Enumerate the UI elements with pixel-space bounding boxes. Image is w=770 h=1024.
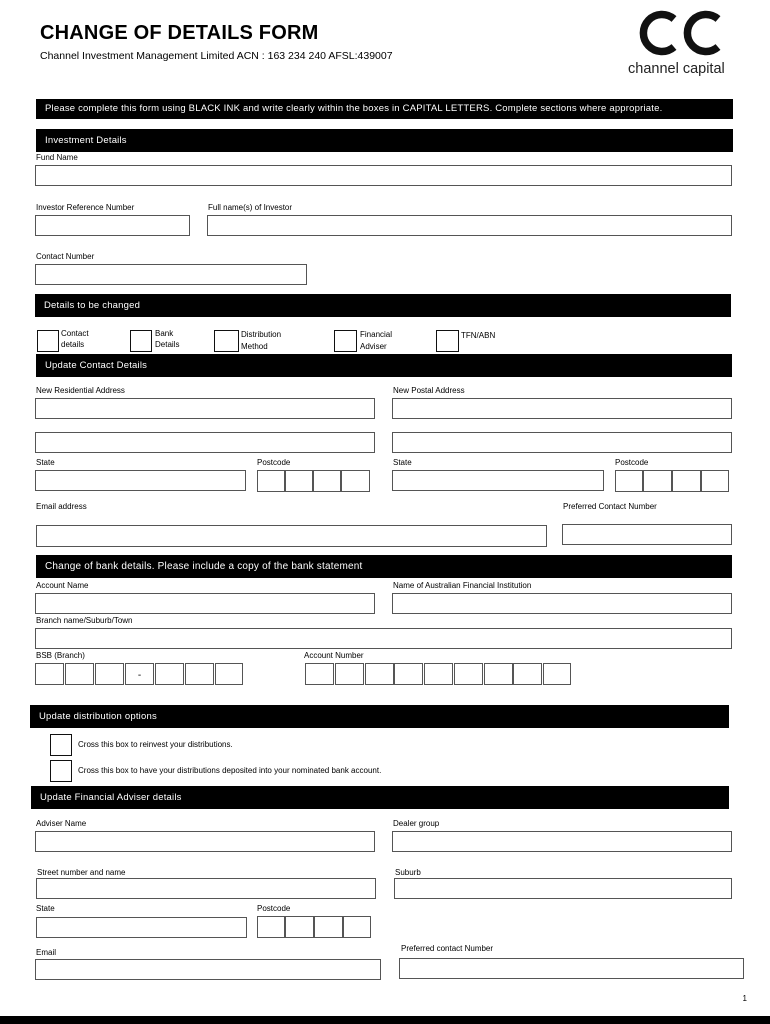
adviser-postcode-digit[interactable] [314, 916, 343, 938]
preferred-contact-field[interactable] [562, 524, 732, 545]
postal-address-label: New Postal Address [393, 386, 465, 395]
account-number-digit[interactable] [394, 663, 423, 685]
account-name-label: Account Name [36, 581, 89, 590]
bsb-label: BSB (Branch) [36, 651, 85, 660]
residential-postcode-digit[interactable] [313, 470, 341, 492]
financial-adviser-option-label: Financial Adviser [360, 330, 393, 351]
bank-details-option-label: Bank Details [155, 329, 180, 349]
full-names-field[interactable] [207, 215, 732, 236]
investor-ref-label: Investor Reference Number [36, 203, 135, 212]
postal-postcode-label: Postcode [615, 458, 649, 467]
institution-field[interactable] [392, 593, 732, 614]
reinvest-checkbox[interactable] [50, 734, 72, 756]
bsb-digit[interactable] [215, 663, 243, 685]
adviser-postcode-digit[interactable] [343, 916, 371, 938]
account-name-field[interactable] [35, 593, 375, 614]
company-subtitle: Channel Investment Management Limited ACN : 163 234 240 AFSL:439007 [40, 50, 393, 62]
bsb-separator: - [125, 663, 154, 685]
postal-state-label: State [393, 458, 412, 467]
postal-address-line2[interactable] [392, 432, 732, 453]
bsb-digit[interactable] [95, 663, 124, 685]
bsb-digit[interactable] [155, 663, 184, 685]
fund-name-label: Fund Name [36, 153, 78, 162]
street-field[interactable] [36, 878, 376, 899]
tfn-abn-checkbox[interactable] [436, 330, 459, 352]
adviser-preferred-field[interactable] [399, 958, 744, 979]
tfn-abn-option-label: TFN/ABN [461, 331, 496, 340]
contact-details-checkbox[interactable] [37, 330, 59, 352]
postal-state-field[interactable] [392, 470, 604, 491]
dealer-group-label: Dealer group [393, 819, 440, 828]
contact-number-label: Contact Number [36, 252, 95, 261]
section-bank-details: Change of bank details. Please include a copy of the bank statement [36, 555, 732, 578]
branch-field[interactable] [35, 628, 732, 649]
account-number-digit[interactable] [335, 663, 364, 685]
financial-adviser-checkbox[interactable] [334, 330, 357, 352]
investor-ref-field[interactable] [35, 215, 190, 236]
residential-state-field[interactable] [35, 470, 246, 491]
logo-text: channel capital [628, 61, 725, 77]
section-update-contact: Update Contact Details [36, 354, 732, 377]
account-number-digit[interactable] [424, 663, 453, 685]
postal-address-line1[interactable] [392, 398, 732, 419]
distribution-method-checkbox[interactable] [214, 330, 239, 352]
postal-postcode-digit[interactable] [701, 470, 729, 492]
suburb-label: Suburb [395, 868, 421, 877]
residential-address-label: New Residential Address [36, 386, 125, 395]
residential-state-label: State [36, 458, 55, 467]
street-label: Street number and name [37, 868, 126, 877]
footer-bar [0, 1016, 770, 1024]
email-label: Email address [36, 502, 87, 511]
deposit-label: Cross this box to have your distributions deposited into your nominated bank account. [78, 766, 382, 775]
full-names-label: Full name(s) of Investor [208, 203, 293, 212]
adviser-name-label: Adviser Name [36, 819, 87, 828]
account-number-digit[interactable] [305, 663, 334, 685]
account-number-digit[interactable] [365, 663, 394, 685]
residential-postcode-digit[interactable] [341, 470, 370, 492]
page-number: 1 [742, 994, 747, 1003]
contact-details-option-label: Contact details [61, 329, 89, 349]
adviser-preferred-label: Preferred contact Number [401, 944, 494, 953]
email-field[interactable] [36, 525, 547, 547]
residential-postcode-label: Postcode [257, 458, 291, 467]
distribution-method-option-label: Distribution Method [241, 330, 282, 351]
adviser-name-field[interactable] [35, 831, 375, 852]
section-details-changed: Details to be changed [35, 294, 731, 317]
residential-address-line2[interactable] [35, 432, 375, 453]
branch-label: Branch name/Suburb/Town [36, 616, 133, 625]
channel-capital-logo-icon [636, 9, 728, 57]
bsb-digit[interactable] [185, 663, 214, 685]
dealer-group-field[interactable] [392, 831, 732, 852]
form-title: CHANGE OF DETAILS FORM [40, 22, 319, 44]
contact-number-field[interactable] [35, 264, 307, 285]
account-number-digit[interactable] [454, 663, 483, 685]
section-investment-details: Investment Details [36, 129, 733, 152]
section-distribution-options: Update distribution options [30, 705, 729, 728]
account-number-digit[interactable] [484, 663, 513, 685]
adviser-postcode-digit[interactable] [285, 916, 314, 938]
reinvest-label: Cross this box to reinvest your distributions. [78, 740, 233, 749]
adviser-postcode-digit[interactable] [257, 916, 285, 938]
postal-postcode-digit[interactable] [643, 470, 672, 492]
residential-postcode-digit[interactable] [257, 470, 285, 492]
institution-label: Name of Australian Financial Institution [393, 581, 532, 590]
adviser-email-label: Email [36, 948, 57, 957]
bank-details-checkbox[interactable] [130, 330, 152, 352]
fund-name-field[interactable] [35, 165, 732, 186]
section-financial-adviser: Update Financial Adviser details [31, 786, 729, 809]
bsb-digit[interactable] [65, 663, 94, 685]
postal-postcode-digit[interactable] [615, 470, 643, 492]
bsb-digit[interactable] [35, 663, 64, 685]
account-number-digit[interactable] [513, 663, 542, 685]
preferred-contact-label: Preferred Contact Number [563, 502, 657, 511]
suburb-field[interactable] [394, 878, 732, 899]
instructions-bar: Please complete this form using BLACK INK and write clearly within the boxes in CAPITAL LETTERS. Complete sections where appropriate. [36, 99, 733, 119]
adviser-postcode-label: Postcode [257, 904, 291, 913]
residential-postcode-digit[interactable] [285, 470, 313, 492]
account-number-label: Account Number [304, 651, 364, 660]
account-number-digit[interactable] [543, 663, 571, 685]
adviser-state-label: State [36, 904, 55, 913]
adviser-email-field[interactable] [35, 959, 381, 980]
adviser-state-field[interactable] [36, 917, 247, 938]
postal-postcode-digit[interactable] [672, 470, 701, 492]
residential-address-line1[interactable] [35, 398, 375, 419]
deposit-checkbox[interactable] [50, 760, 72, 782]
